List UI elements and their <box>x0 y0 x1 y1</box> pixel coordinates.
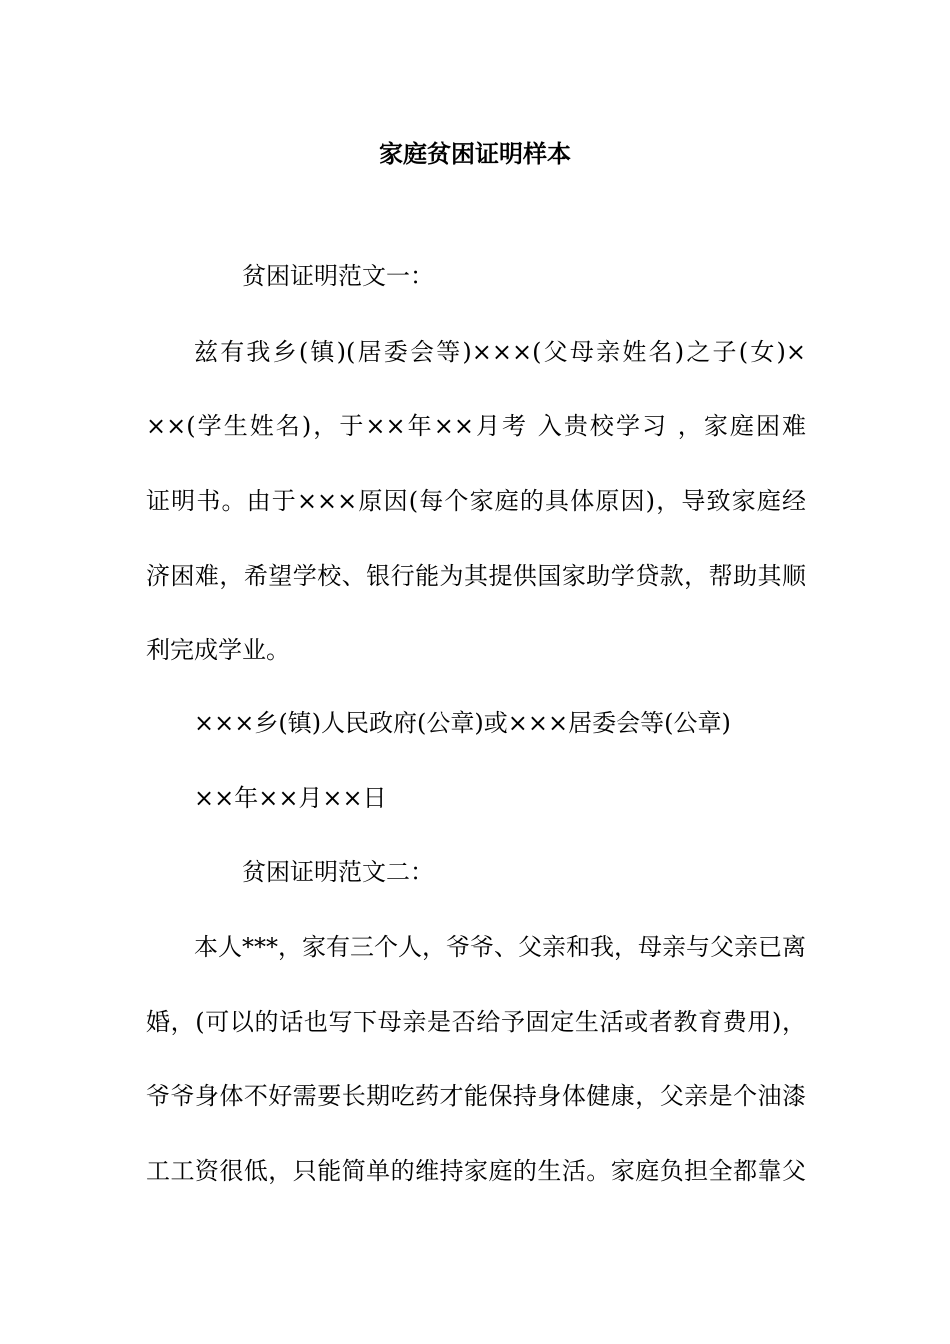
sample1-body-line: 兹有我乡(镇)(居委会等)×××(父母亲姓名)之子(女)× <box>194 338 806 366</box>
sample1-body-line: 证明书。由于×××原因(每个家庭的具体原因)，导致家庭经 <box>146 487 806 515</box>
document-title: 家庭贫困证明样本 <box>379 139 571 168</box>
sample2-body-line: 婚，(可以的话也写下母亲是否给予固定生活或者教育费用)， <box>146 1008 806 1036</box>
sample1-body-line: 济困难，希望学校、银行能为其提供国家助学贷款，帮助其顺 <box>146 562 806 590</box>
sample1-signature: ×××乡(镇)人民政府(公章)或×××居委会等(公章) <box>194 709 731 737</box>
sample2-body-line: 爷爷身体不好需要长期吃药才能保持身体健康，父亲是个油漆 <box>146 1082 806 1110</box>
sample1-heading: 贫困证明范文一： <box>242 262 434 290</box>
sample2-heading: 贫困证明范文二： <box>242 858 434 886</box>
sample2-body-line: 本人***，家有三个人，爷爷、父亲和我，母亲与父亲已离 <box>194 933 806 961</box>
sample1-date: ××年××月××日 <box>194 784 387 812</box>
sample1-body-line: 利完成学业。 <box>146 636 290 664</box>
sample1-body-line: ××(学生姓名)，于××年××月考 入贵校学习 ，家庭困难 <box>146 412 806 440</box>
sample2-body-line: 工工资很低，只能简单的维持家庭的生活。家庭负担全都靠父 <box>146 1157 806 1185</box>
